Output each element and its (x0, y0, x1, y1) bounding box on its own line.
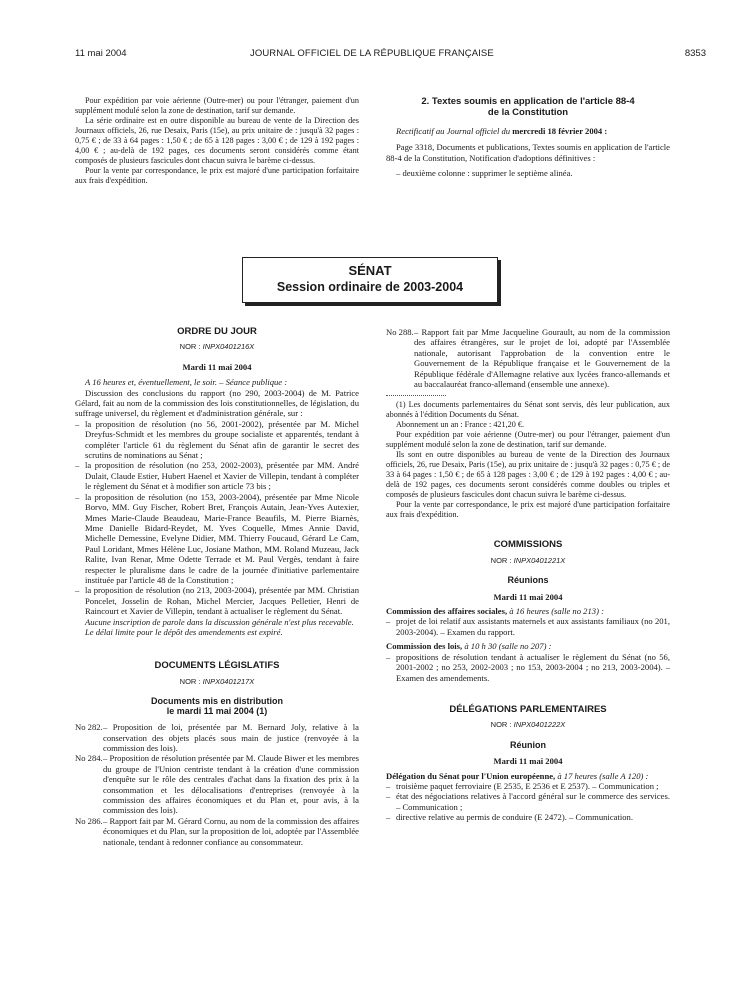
list-item: – état des négociations relatives à l'accord général sur le commerce des services. – Communication ; (386, 791, 670, 812)
delegation-time: à 17 heures (salle A 120) : (557, 770, 649, 781)
nor-reference (75, 677, 359, 687)
nor-code: INPX0401221X (513, 555, 566, 565)
list-item: – directive relative au permis de conduire (E 2472). – Communication. (386, 812, 670, 822)
left-column (75, 327, 359, 847)
note (75, 627, 359, 637)
rectificatif-label: Rectificatif au Journal officiel du (396, 126, 511, 136)
session-time (75, 377, 359, 387)
banner-title: SÉNAT (348, 263, 392, 278)
nor-code: INPX0401217X (202, 676, 255, 686)
header-journal-title: JOURNAL OFFICIEL DE LA RÉPUBLIQUE FRANÇAISE (250, 48, 494, 59)
document-text: – Proposition de résolution présentée par M. Claude Biwer et les membres du groupe de l'Union centriste tendant à la création d'une commission d'enquête sur le rôle des centrales d'achat dans la fixation des prix à la consommation et les délocalisations d'entreprises (renvoyée à la commission des affaires économiques et du Plan et, pour avis, à la commission des lois). (103, 753, 359, 816)
list-item: – la proposition de résolution (no 153, 2003-2004), présentée par Mme Nicole Borvo, MM. Guy Fischer, Robert Bret, François Autain, Jean-Yves Autexier, Mmes Marie-Claude Beaudeau, Marie-France Beaufils, M. Pierre Biarnès, Mme Danielle Bidard-Reydet, M. Yves Coquelle, Mmes Annie David, Michelle Demessine, Evelyne Didier, MM. Thierry Foucaud, Gérard Le Cam, Paul Loridant, Mmes Hélène Luc, Josiane Mathon, MM. Roland Muzeau, Jack Ralite, Ivan Renar, Mme Odette Terrade et M. Paul Vergès, tendant à faire respecter le pluralisme dans le cadre de la journée d'initiative parlementaire instituée par l'article 48 de la Constitution ; (75, 492, 359, 586)
session-date: Mardi 11 mai 2004 (182, 361, 252, 372)
nor-label: NOR : (179, 342, 201, 352)
list-item: – troisième paquet ferroviaire (E 2535, E 2536 et E 2537). – Communication ; (386, 781, 670, 791)
document-number: No 282. (75, 722, 103, 733)
document-number: No 286. (75, 815, 103, 826)
note-text: Le délai limite pour le dépôt des amendements est expiré. (85, 626, 283, 637)
document-number: No 288. (386, 327, 414, 337)
delegation-heading (386, 771, 670, 781)
list-item: – projet de loi relatif aux assistants maternels et aux assistants familiaux (no 201, 2003-2004). – Examen du rapport. (386, 616, 670, 637)
delegation-name: Délégation du Sénat pour l'Union européenne, (386, 770, 556, 781)
right-column (386, 327, 670, 823)
list-item: – la proposition de résolution (no 213, 2003-2004), présentée par MM. Christian Poncelet, Josselin de Rohan, Michel Mercier, Jacques Pelletier, Henri de Raincourt et Xavier de Villepin, tendant à actualiser le règlement du Sénat. (75, 585, 359, 616)
commission-heading (386, 606, 670, 616)
document-text: – Rapport fait par Mme Jacqueline Gourault, au nom de la commission des affaires étrangères, sur le projet de loi, adopté par l'Assemblée nationale, autorisant l'approbation de la convention entre le Gouvernement de la République française et le Gouvernement de la République fédérale d'Allemagne relative aux lycées franco-allemands et au baccalauréat franco-allemand (ensemble une annexe). (414, 327, 670, 390)
list-item: – la proposition de résolution (no 253, 2002-2003), présentée par MM. André Dulait, Claude Estier, Hubert Haenel et Xavier de Villepin, tendant à compléter le règlement du Sénat et à modifier son article 73 bis ; (75, 460, 359, 491)
footnotes (386, 400, 670, 520)
session-date: Mardi 11 mai 2004 (493, 591, 563, 602)
nor-reference (75, 342, 359, 352)
paragraph: Pour expédition par voie aérienne (Outre-mer) ou pour l'étranger, paiement d'un supplément modulé selon la zone de destination, tarif sur demande. (75, 96, 359, 115)
nor-code: INPX0401222X (513, 720, 566, 730)
top-left-block (75, 96, 359, 186)
running-header (75, 48, 706, 62)
document-item (75, 753, 359, 815)
session-date: Mardi 11 mai 2004 (493, 756, 563, 767)
list-item: – la proposition de résolution (no 56, 2001-2002), présentée par M. Michel Dreyfus-Schmidt et les membres du groupe socialiste et apparentés, tendant à compléter l'article 61 du règlement du Sénat afin de garantir le secret des scrutins de nominations au Sénat ; (75, 419, 359, 461)
senat-banner (242, 257, 498, 303)
ordre-du-jour-title: ORDRE DU JOUR (177, 326, 257, 337)
rectificatif-date: mercredi 18 février 2004 : (512, 126, 608, 136)
note-text: Aucune inscription de parole dans la discussion générale n'est plus recevable. (85, 616, 354, 627)
rectificatif (386, 126, 670, 136)
paragraph: Discussion des conclusions du rapport (no 290, 2003-2004) de M. Patrice Gélard, fait au nom de la commission des lois constitutionnelles, de législation, du suffrage universel, du règlement et d'administration générale, sur : (75, 387, 359, 419)
document-text: – Rapport fait par M. Gérard Cornu, au nom de la commission des affaires économiques et du Plan, sur la proposition de loi, adoptée par l'Assemblée nationale, tendant à redonner confiance au consommateur. (103, 815, 359, 847)
nor-label: NOR : (490, 555, 512, 565)
nor-code: INPX0401216X (202, 342, 255, 352)
list-item: – propositions de résolution tendant à actualiser le règlement du Sénat (no 56, 2001-2002 ; no 253, 2002-2003 ; no 153, 2003-2004 ; no 213, 2003-2004). – Examen des amendements. (386, 652, 670, 683)
agenda-list (75, 419, 359, 617)
commission-name: Commission des affaires sociales, (386, 606, 508, 617)
reunions-subtitle: Réunions (507, 575, 549, 586)
top-right-block (386, 96, 670, 179)
footnote: Pour la vente par correspondance, le prix est majoré d'une participation forfaitaire aux frais d'expédition. (386, 500, 670, 520)
documents-legislatifs-title: DOCUMENTS LÉGISLATIFS (154, 660, 280, 672)
delegation-items (386, 781, 670, 823)
section-title-line2: de la Constitution (487, 107, 569, 118)
footnote: Ils sont en outre disponibles au bureau de vente de la Direction des Journaux officiels, 26, rue Desaix, Paris (15e), au prix unitaire de : jusqu'à 32 pages : 0,75 € ; de 33 à 64 pages : 1,50 € ; de 65 à 128 pages : 3,00 € ; de 129 à 192 pages : 4,00 € ; au-delà de 192 pages, ces documents seront considérés comme doubles ou triples et composés de plusieurs fascicules dont chacun suivra le barème ci-dessus. (386, 450, 670, 500)
nor-label: NOR : (179, 676, 201, 686)
commission-items (386, 652, 670, 683)
distribution-title-line1: Documents mis en distribution (150, 696, 283, 707)
commission-time: à 16 heures (salle no 213) : (509, 606, 604, 617)
paragraph: – deuxième colonne : supprimer le septième alinéa. (396, 168, 573, 179)
delegations-title: DÉLÉGATIONS PARLEMENTAIRES (449, 703, 607, 715)
document-item (75, 816, 359, 847)
commission-items (386, 616, 670, 637)
commission-name: Commission des lois, (386, 641, 463, 652)
paragraph: Page 3318, Documents et publications, Textes soumis en application de l'article 88-4 de la Constitution, Notification d'adoptions définitives : (386, 142, 670, 163)
document-item (75, 722, 359, 753)
paragraph: La série ordinaire est en outre disponible au bureau de vente de la Direction des Journaux officiels, 26, rue Desaix, Paris (15e), au prix unitaire de : jusqu'à 32 pages : 0,75 € ; de 33 à 64 pages : 1,50 € ; de 65 à 128 pages : 3,00 € ; de 129 à 192 pages : 4,00 € ; au-delà de 192 pages, ces documents seront considérés comme étant composés de plusieurs fascicules dont chacun suivra le barème ci-dessus. (75, 116, 359, 165)
document-item (386, 327, 670, 389)
document-number: No 284. (75, 753, 103, 764)
header-date: 11 mai 2004 (75, 48, 127, 59)
header-page-number: 8353 (684, 48, 706, 59)
nor-label: NOR : (490, 720, 512, 730)
section-title-line1: 2. Textes soumis en application de l'article 88-4 (421, 96, 635, 107)
commissions-title: COMMISSIONS (493, 539, 563, 551)
nor-reference (386, 720, 670, 730)
reunion-subtitle: Réunion (510, 739, 546, 750)
distribution-title-line2: le mardi 11 mai 2004 (1) (166, 706, 268, 717)
commission-heading (386, 641, 670, 651)
footnote: Abonnement un an : France : 421,20 €. (396, 420, 525, 430)
commission-time: à 10 h 30 (salle no 207) : (464, 641, 552, 652)
document-text: – Proposition de loi, présentée par M. Bernard Joly, relative à la conservation des objets placés sous main de justice (renvoyée à la commission des lois). (103, 722, 359, 753)
footnote: (1) Les documents parlementaires du Sénat sont servis, dès leur publication, aux abonnés à l'édition Documents du Sénat. (386, 400, 670, 420)
footnote-divider (386, 395, 446, 396)
nor-reference (386, 556, 670, 566)
footnote: Pour expédition par voie aérienne (Outre-mer) ou pour l'étranger, paiement d'un supplément modulé selon la zone de destination, tarif sur demande. (386, 430, 670, 450)
banner-subtitle: Session ordinaire de 2003-2004 (276, 280, 464, 294)
session-time-text: A 16 heures et, éventuellement, le soir. – Séance publique : (85, 377, 288, 388)
note (75, 617, 359, 627)
paragraph: Pour la vente par correspondance, le prix est majoré d'une participation forfaitaire aux frais d'expédition. (75, 166, 359, 185)
